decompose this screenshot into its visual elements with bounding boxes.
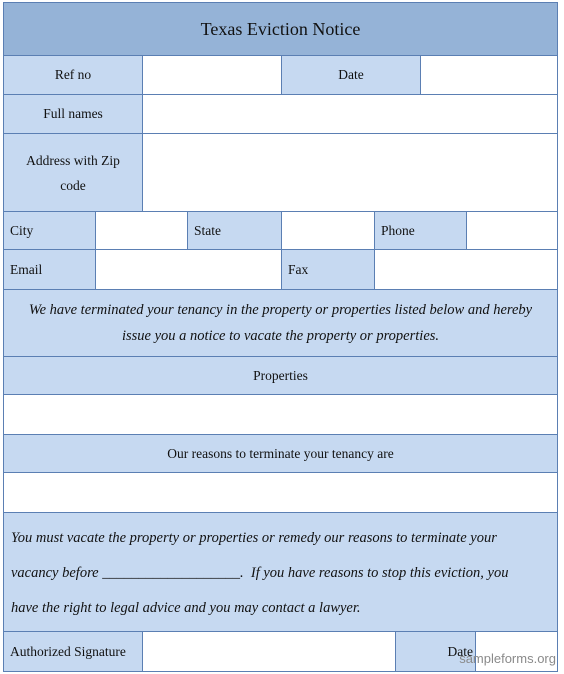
state-label: State [187, 211, 282, 250]
vacate-line-3: have the right to legal advice and you may contact a lawyer. [11, 600, 361, 616]
authorized-signature-label: Authorized Signature [3, 631, 143, 672]
address-label [3, 133, 143, 212]
signature-date-label: Date [395, 631, 476, 672]
termination-notice-text [3, 289, 558, 357]
notice-line-2: issue you a notice to vacate the property or properties. [121, 328, 440, 344]
date-label: Date [281, 55, 421, 95]
properties-field[interactable] [3, 394, 558, 435]
state-field[interactable] [281, 211, 375, 250]
phone-field[interactable] [466, 211, 558, 250]
address-label-line2: code [60, 177, 86, 193]
city-label: City [3, 211, 96, 250]
vacate-line-1: You must vacate the property or properties or remedy our reasons to terminate your [11, 530, 497, 546]
reasons-field[interactable] [3, 472, 558, 513]
properties-header: Properties [3, 356, 558, 395]
fax-field[interactable] [374, 249, 558, 290]
ref-no-label: Ref no [3, 55, 143, 95]
email-label: Email [3, 249, 96, 290]
address-field[interactable] [142, 133, 558, 212]
date-field[interactable] [420, 55, 558, 95]
full-names-label: Full names [3, 94, 143, 134]
full-names-field[interactable] [142, 94, 558, 134]
form-title: Texas Eviction Notice [3, 2, 558, 56]
vacate-line-2b: If you have reasons to stop this eviction, you [250, 565, 509, 581]
city-field[interactable] [95, 211, 188, 250]
fax-label: Fax [281, 249, 375, 290]
address-label-line1: Address with Zip [26, 152, 120, 168]
phone-label: Phone [374, 211, 467, 250]
email-field[interactable] [95, 249, 282, 290]
ref-no-field[interactable] [142, 55, 282, 95]
reasons-header: Our reasons to terminate your tenancy are [3, 434, 558, 473]
vacate-notice-text [3, 512, 558, 632]
notice-line-1: We have terminated your tenancy in the property or properties listed below and hereby [28, 302, 533, 318]
vacate-line-2: vacancy before ___________________. If you have reasons to stop this eviction, you [11, 565, 509, 581]
vacate-line-2a: vacancy before [11, 565, 99, 581]
watermark: sampleforms.org [459, 651, 556, 666]
vacate-date-blank[interactable]: ___________________ [102, 565, 240, 581]
authorized-signature-field[interactable] [142, 631, 396, 672]
